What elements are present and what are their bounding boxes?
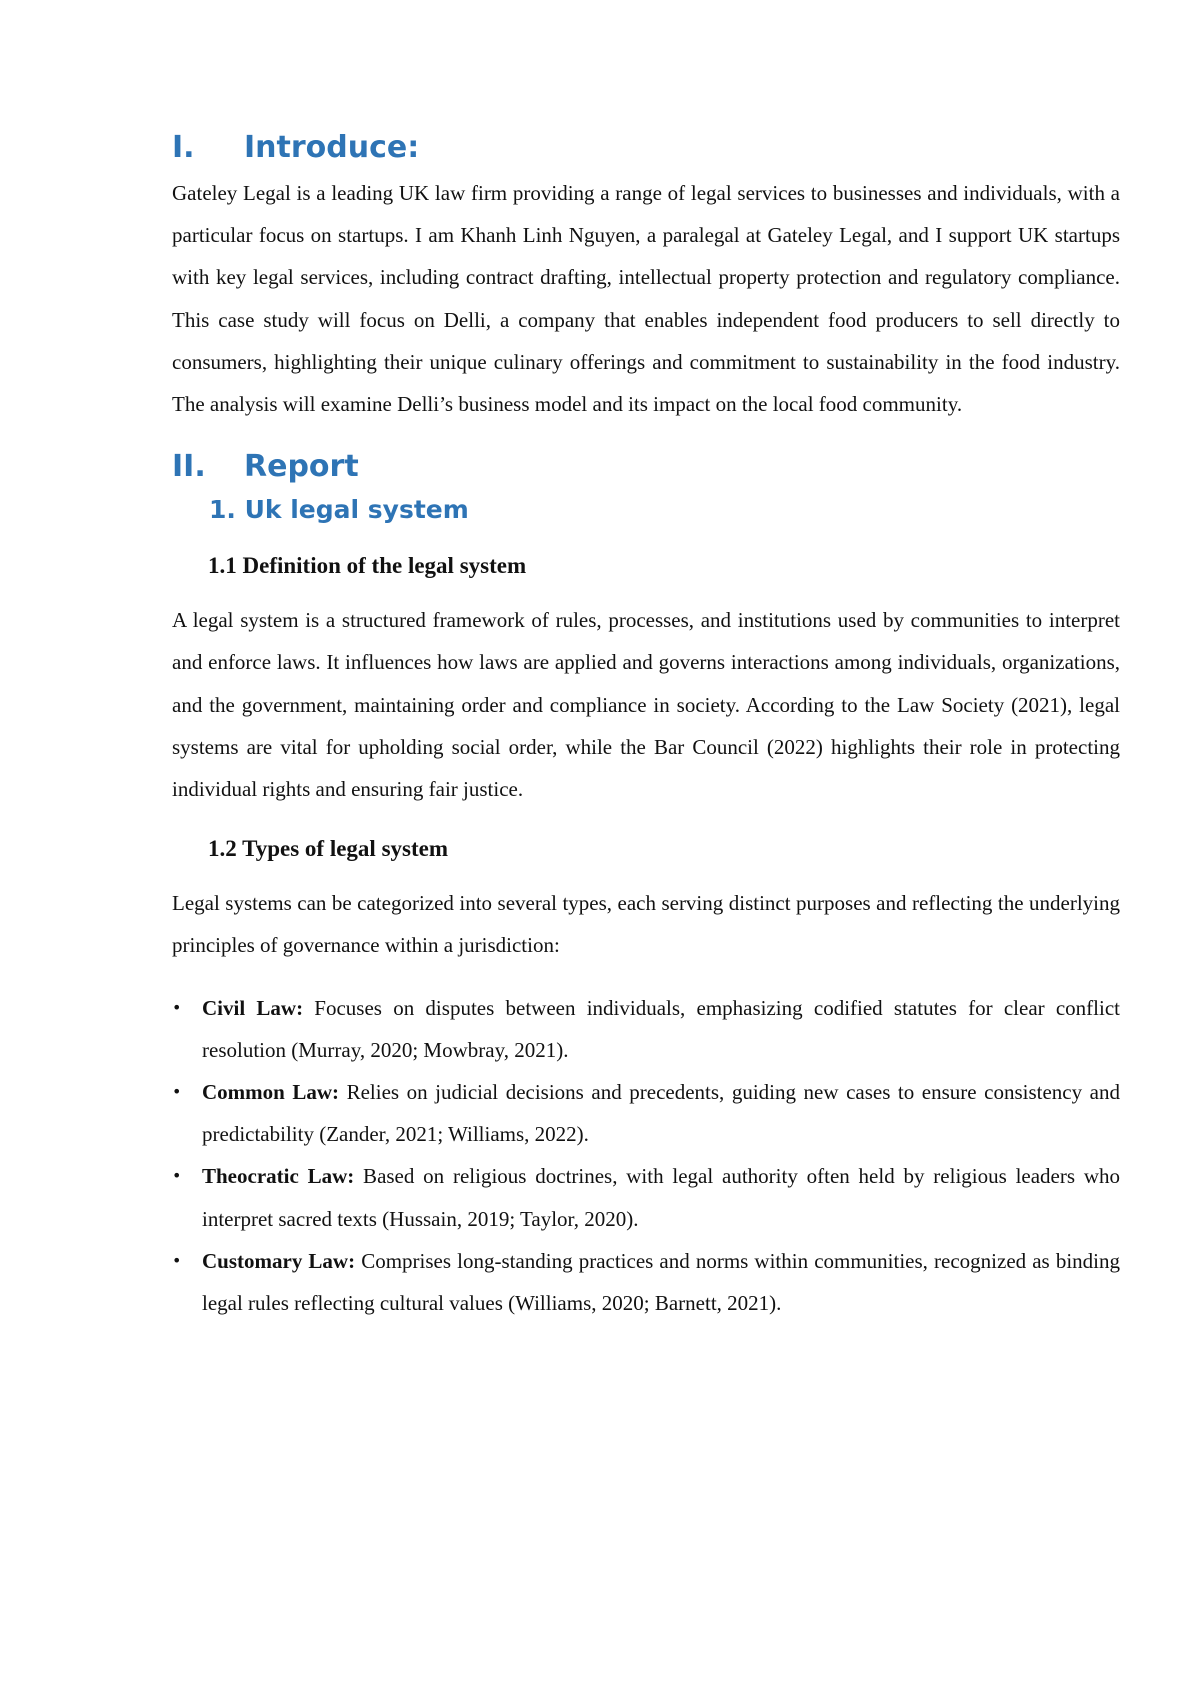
report-heading-title: Report xyxy=(244,449,359,485)
types-intro-paragraph: Legal systems can be categorized into several types, each serving distinct purposes and reflecting the underlying principles of governance within a jurisdiction: xyxy=(172,891,1120,958)
list-item-civil-law xyxy=(172,987,1120,1071)
common-law-term: Common Law: xyxy=(202,1080,340,1105)
types-heading: 1.2 Types of legal system xyxy=(208,836,448,862)
definition-heading: 1.1 Definition of the legal system xyxy=(208,553,527,579)
uk-legal-system-heading: 1. Uk legal system xyxy=(209,495,469,525)
list-item-common-law xyxy=(172,1071,1120,1155)
civil-law-text: Focuses on disputes between individuals, emphasizing codified statutes for clear conflict resolution (Murray, 2020; Mowbray, 2021). xyxy=(202,995,1121,1062)
theocratic-law-text: Based on religious doctrines, with legal authority often held by religious leaders who interpret sacred texts (Hussain, 2019; Taylor, 2020). xyxy=(202,1164,1121,1231)
intro-paragraph: Gateley Legal is a leading UK law firm providing a range of legal services to businesses and individuals, with a particular focus on startups. I am Khanh Linh Nguyen, a paralegal at Gateley Legal, and I support UK startups with key legal services, including contract drafting, intellectual property protection and regulatory compliance. This case study will focus on Delli, a company that enables independent food producers to sell directly to consumers, highlighting their unique culinary offerings and commitment to sustainability in the food industry. The analysis will examine Delli’s business model and its impact on the local food community. xyxy=(172,181,1120,417)
intro-heading-numeral: I. xyxy=(172,130,195,165)
list-item-theocratic-law xyxy=(172,1155,1120,1239)
customary-law-term: Customary Law: xyxy=(202,1248,356,1273)
legal-types-list xyxy=(172,987,1120,1325)
report-heading xyxy=(172,447,1120,487)
intro-heading-title: Introduce: xyxy=(244,130,420,165)
civil-law-term: Civil Law: xyxy=(202,995,304,1020)
document-page xyxy=(172,128,1120,1324)
report-heading-numeral: II. xyxy=(172,449,206,485)
bullet-icon: • xyxy=(172,1082,182,1102)
definition-paragraph: A legal system is a structured framework of rules, processes, and institutions used by communities to interpret and enforce laws. It influences how laws are applied and governs interactions among individuals, organizations, and the government, maintaining order and compliance in society. According to the Law Society (2021), legal systems are vital for upholding social order, while the Bar Council (2022) highlights their role in protecting individual rights and ensuring fair justice. xyxy=(172,608,1120,802)
theocratic-law-term: Theocratic Law: xyxy=(202,1164,355,1189)
list-item-customary-law xyxy=(172,1240,1120,1324)
bullet-icon: • xyxy=(172,1166,182,1186)
common-law-text: Relies on judicial decisions and precedents, guiding new cases to ensure consistency and predictability (Zander, 2021; Williams, 2022). xyxy=(202,1080,1120,1147)
bullet-icon: • xyxy=(172,997,182,1017)
customary-law-text: Comprises long-standing practices and norms within communities, recognized as binding legal rules reflecting cultural values (Williams, 2020; Barnett, 2021). xyxy=(202,1248,1120,1316)
intro-heading xyxy=(172,128,1120,168)
bullet-icon: • xyxy=(172,1250,182,1270)
